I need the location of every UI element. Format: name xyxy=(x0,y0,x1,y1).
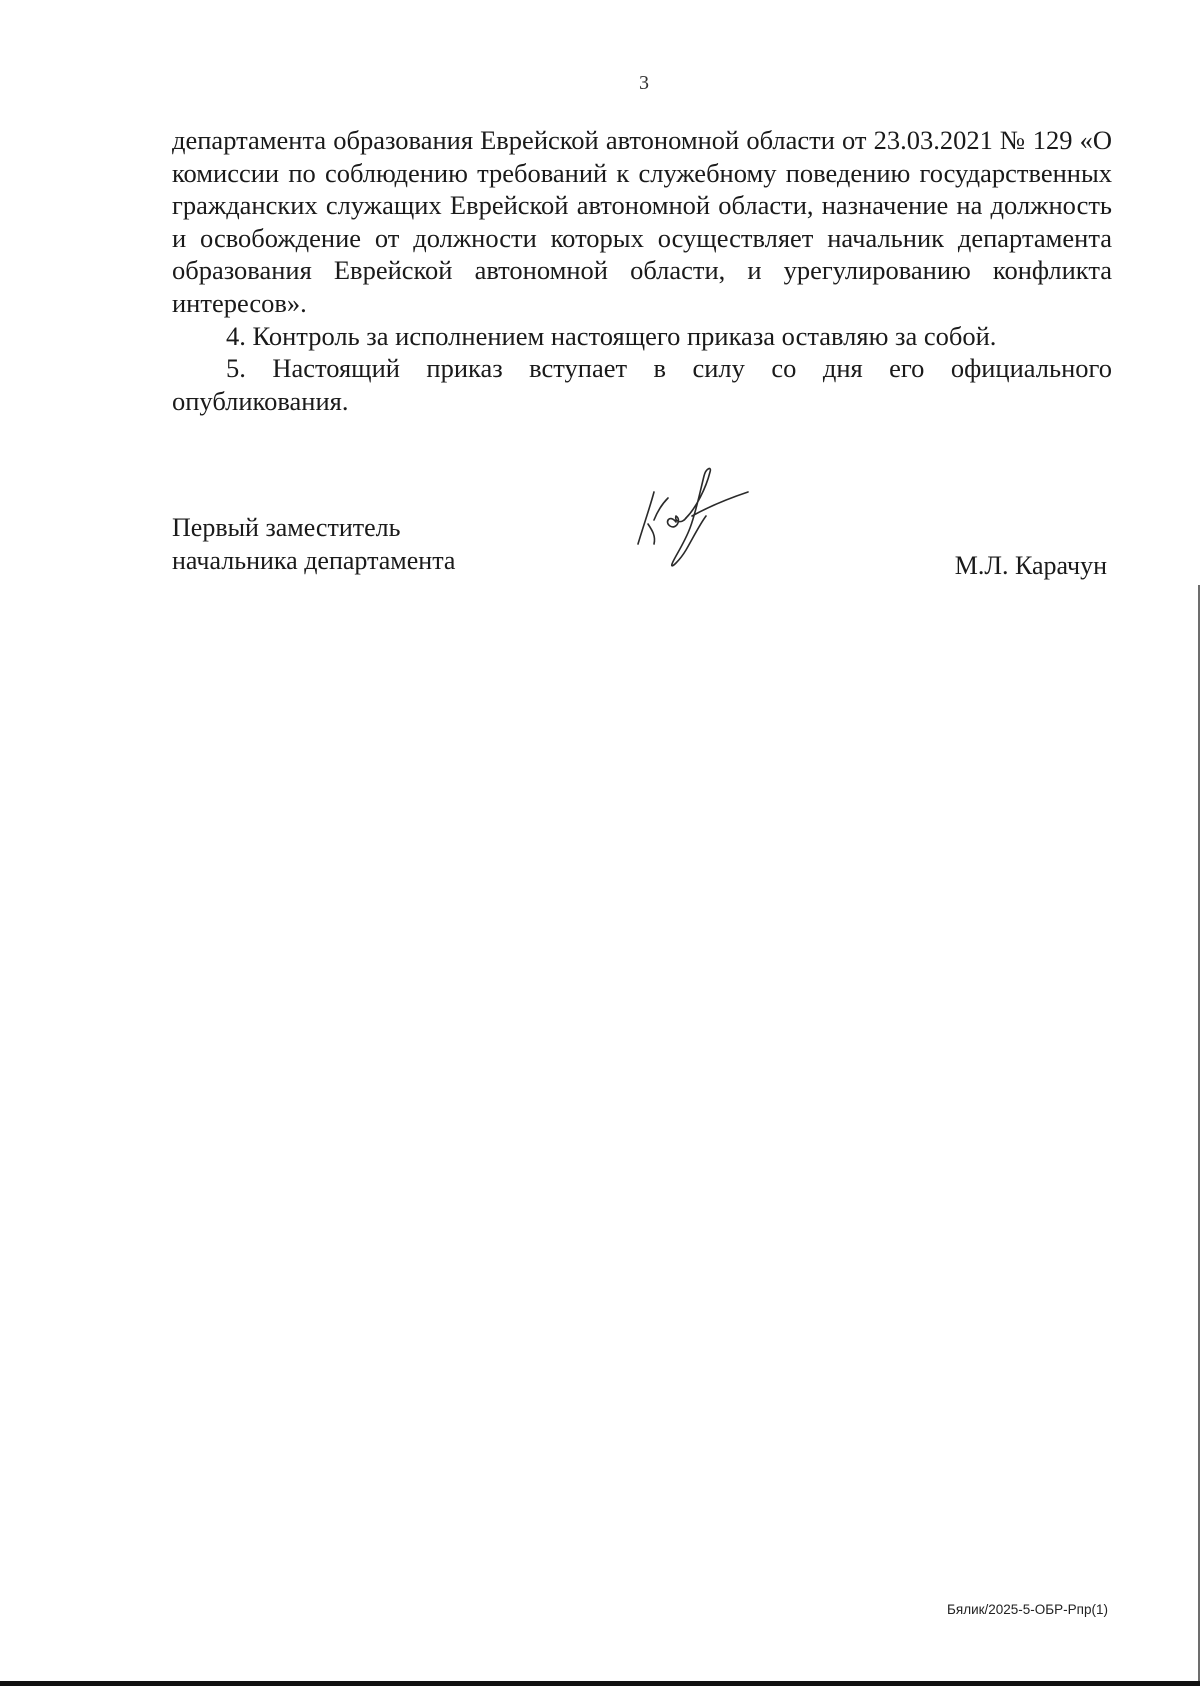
page-number: 3 xyxy=(639,72,649,94)
signer-position-line-1: Первый заместитель xyxy=(172,513,401,542)
scan-edge-bottom xyxy=(0,1681,1200,1686)
document-body xyxy=(172,124,1112,417)
paragraph-item-5: 5. Настоящий приказ вступает в силу со дня его официального опубликования. xyxy=(172,353,1112,416)
paragraph-continuation: департамента образования Еврейской автономной области от 23.03.2021 № 129 «О комиссии по соблюдению требований к служебному поведению государственных гражданских служащих Еврейской автономной области, назначение на должность и освобождение от должности которых осуществляет начальник департамента образования Еврейской автономной области, и урегулированию конфликта интересов». xyxy=(172,125,1112,318)
signer-position-line-2: начальника департамента xyxy=(172,545,456,575)
paragraph-item-4: 4. Контроль за исполнением настоящего приказа оставляю за собой. xyxy=(226,320,997,351)
document-code: Бялик/2025-5-ОБР-Рпр(1) xyxy=(947,1602,1108,1617)
signer-name: М.Л. Карачун xyxy=(954,551,1107,580)
handwritten-signature-icon xyxy=(630,462,770,572)
signer-position xyxy=(172,512,455,577)
